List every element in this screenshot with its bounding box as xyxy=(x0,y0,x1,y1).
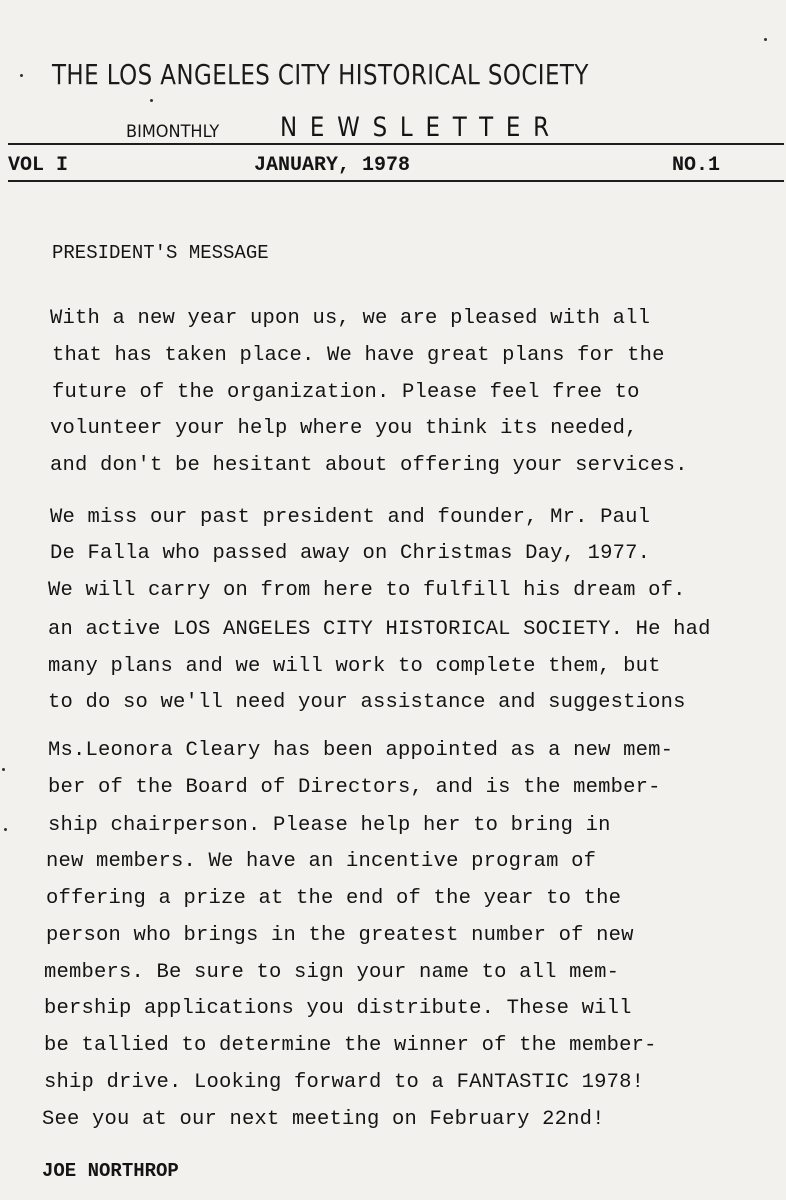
body-line: to do so we'll need your assistance and suggestions xyxy=(48,691,686,714)
scan-speck xyxy=(2,768,5,771)
masthead-bottom-rule xyxy=(8,180,784,182)
scan-speck xyxy=(20,74,23,77)
body-line: Ms.Leonora Cleary has been appointed as a new mem- xyxy=(48,739,674,762)
body-line: De Falla who passed away on Christmas Day, 1977. xyxy=(50,542,651,565)
body-line: ship chairperson. Please help her to bring in xyxy=(48,814,611,837)
author-signature: JOE NORTHROP xyxy=(42,1160,179,1182)
society-title: THE LOS ANGELES CITY HISTORICAL SOCIETY xyxy=(52,58,589,91)
body-line: With a new year upon us, we are pleased with all xyxy=(50,307,651,330)
body-line: many plans and we will work to complete them, but xyxy=(48,655,661,678)
newsletter-label: NEWSLETTER xyxy=(280,112,562,143)
body-line: volunteer your help where you think its needed, xyxy=(50,417,638,440)
scan-speck xyxy=(4,828,7,831)
body-line: and don't be hesitant about offering your services. xyxy=(50,454,688,477)
section-heading: PRESIDENT'S MESSAGE xyxy=(52,242,269,264)
body-line: offering a prize at the end of the year to the xyxy=(46,887,622,910)
body-line: an active LOS ANGELES CITY HISTORICAL SOCIETY. He had xyxy=(48,618,711,641)
body-line: new members. We have an incentive program of xyxy=(46,850,597,873)
issue-number: NO.1 xyxy=(672,154,721,177)
body-line: We will carry on from here to fulfill his dream of. xyxy=(48,579,686,602)
masthead-top-rule xyxy=(8,143,784,145)
issue-date: JANUARY, 1978 xyxy=(254,154,411,177)
body-line: be tallied to determine the winner of the member- xyxy=(44,1034,657,1057)
body-line: person who brings in the greatest number of new xyxy=(46,924,634,947)
scan-speck xyxy=(764,38,767,41)
body-line: ber of the Board of Directors, and is the member- xyxy=(48,776,661,799)
body-line: that has taken place. We have great plans for the xyxy=(52,344,665,367)
body-line: See you at our next meeting on February 22nd! xyxy=(42,1108,605,1131)
scan-speck xyxy=(150,99,153,102)
body-line: future of the organization. Please feel free to xyxy=(52,381,640,404)
volume-label: VOL I xyxy=(8,154,69,177)
frequency-label: BIMONTHLY xyxy=(126,122,220,142)
body-line: bership applications you distribute. These will xyxy=(44,997,632,1020)
body-line: members. Be sure to sign your name to all mem- xyxy=(44,961,620,984)
body-line: ship drive. Looking forward to a FANTASTIC 1978! xyxy=(44,1071,645,1094)
body-line: We miss our past president and founder, Mr. Paul xyxy=(50,506,651,529)
